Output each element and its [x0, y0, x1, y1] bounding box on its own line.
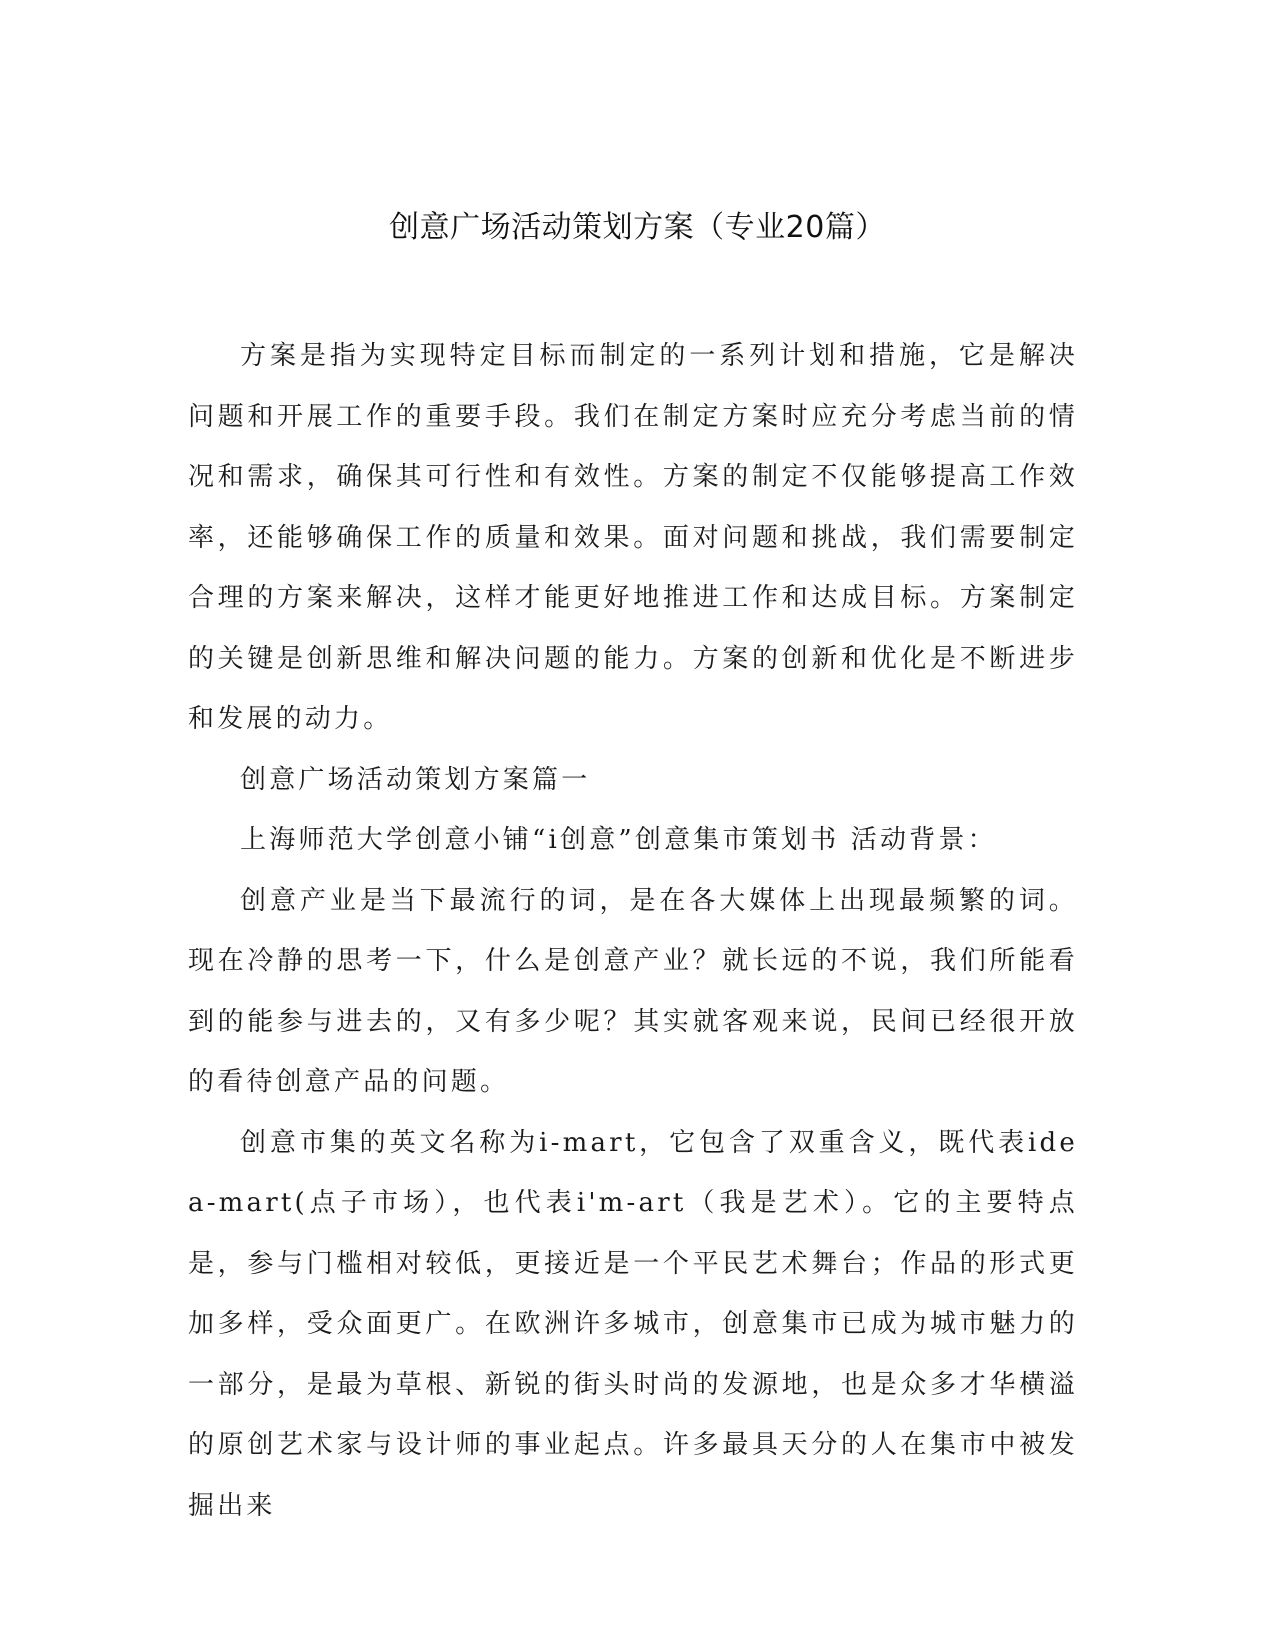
imart-paragraph: 创意市集的英文名称为i-mart，它包含了双重含义，既代表idea-mart(点子市场），也代表i'm-art（我是艺术）。它的主要特点是，参与门槛相对较低，更接近是一个平民艺术舞台；作品的形式更加多样，受众面更广。在欧洲许多城市，创意集市已成为城市魅力的一部分，是最为草根、新锐的街头时尚的发源地，也是众多才华横溢的原创艺术家与设计师的事业起点。许多最具天分的人在集市中被发掘出来 [188, 1127, 1078, 1521]
subheading-paragraph: 上海师范大学创意小铺“i创意”创意集市策划书 活动背景： [240, 825, 997, 855]
document-body [188, 326, 1078, 1536]
background-paragraph: 创意产业是当下最流行的词，是在各大媒体上出现最频繁的词。现在冷静的思考一下，什么是创意产业？就长远的不说，我们所能看到的能参与进去的，又有多少呢？其实就客观来说，民间已经很开放的看待创意产品的问题。 [188, 885, 1078, 1097]
intro-paragraph: 方案是指为实现特定目标而制定的一系列计划和措施，它是解决问题和开展工作的重要手段。我们在制定方案时应充分考虑当前的情况和需求，确保其可行性和有效性。方案的制定不仅能够提高工作效率，还能够确保工作的质量和效果。面对问题和挑战，我们需要制定合理的方案来解决，这样才能更好地推进工作和达成目标。方案制定的关键是创新思维和解决问题的能力。方案的创新和优化是不断进步和发展的动力。 [188, 341, 1078, 734]
section-heading: 创意广场活动策划方案篇一 [240, 764, 591, 795]
document-title: 创意广场活动策划方案（专业20篇） [389, 210, 886, 245]
